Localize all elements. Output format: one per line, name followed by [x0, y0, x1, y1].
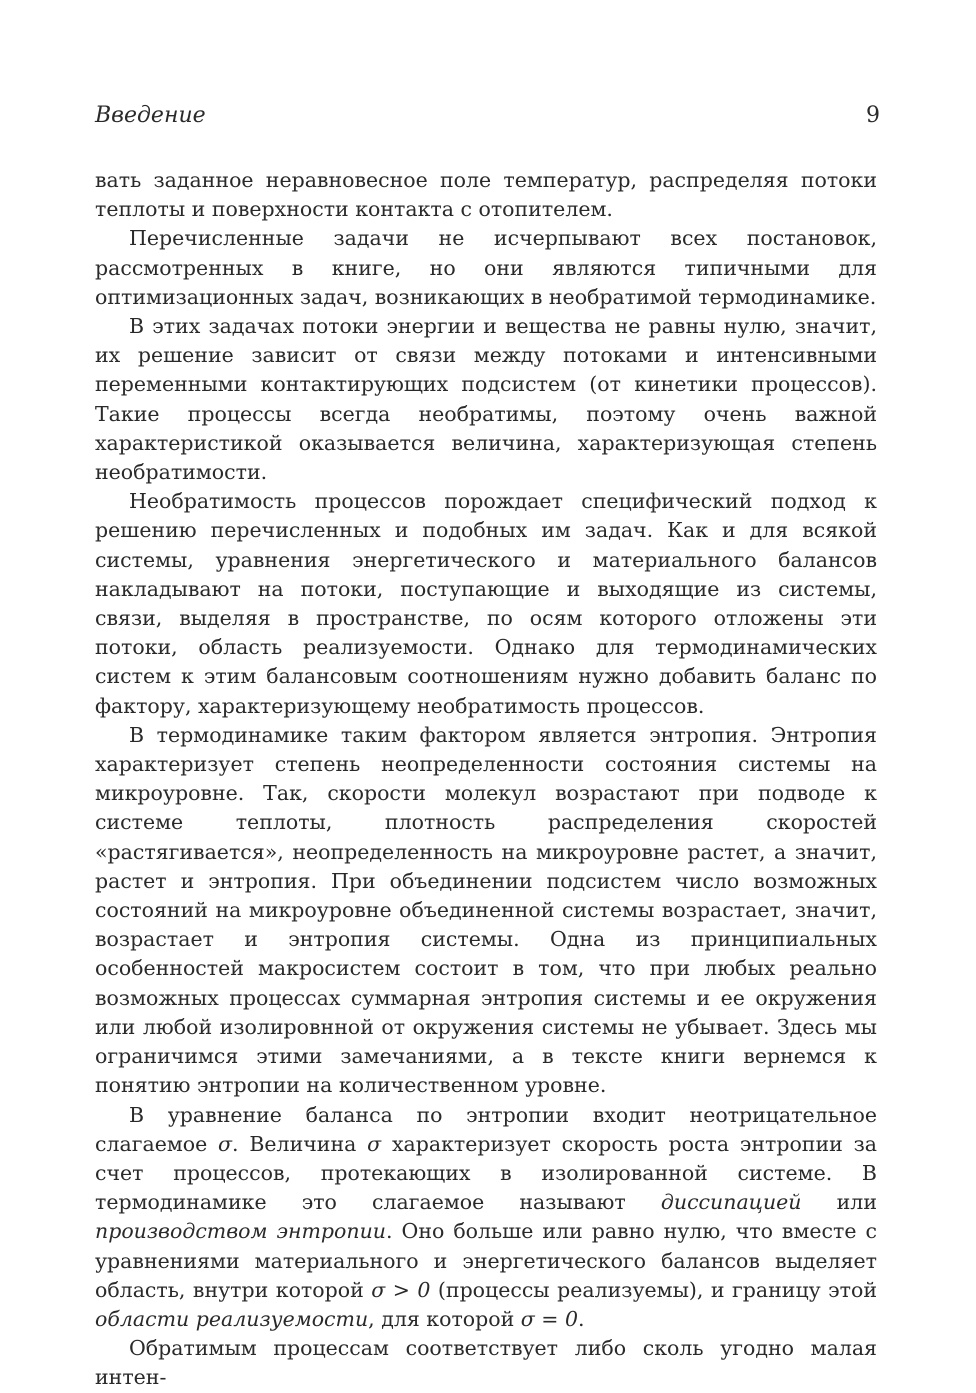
running-header: [95, 101, 880, 131]
term-entropy-production: производством энтропии: [95, 1219, 386, 1244]
page-number: 9: [866, 103, 880, 128]
page-body: [95, 166, 877, 1393]
text-segment: (процессы реализуемы), и границу этой: [430, 1277, 878, 1302]
math-sigma: σ: [218, 1131, 233, 1156]
math-equality: σ = 0: [520, 1306, 579, 1331]
paragraph: В этих задачах потоки энергии и вещества не равны нулю, значит, их решение зависит от связи между потоками и интенсивными переменными контактирующих подсистем (от кинетики процессов). Такие процессы всегда необратимы, поэтому очень важной характеристикой оказывается величина, характеризующая степень необратимости.: [95, 314, 877, 485]
text-segment: . Оно больше или равно нулю, что вместе с уравнениями материального и энергетического балансов выделяет область, внутри которой: [95, 1219, 877, 1302]
term-dissipation: диссипацией: [660, 1190, 802, 1215]
paragraph: Перечисленные задачи не исчерпывают всех постановок, рассмотренных в книге, но они являются типичными для оптимизационных задач, возникающих в необратимой термодинамике.: [95, 226, 877, 309]
math-inequality: σ > 0: [371, 1277, 431, 1302]
paragraph: Необратимость процессов порождает специфический подход к решению перечисленных и подобных им задач. Как и для всякой системы, уравнения энергетического и материального балансов накладывают на потоки, поступающие и выходящие из системы, связи, выделяя в пространстве, по осям которого отложены эти потоки, область реализуемости. Однако для термодинамических систем к этим балансовым соотношениям нужно добавить баланс по фактору, характеризующему необратимость процессов.: [95, 489, 877, 718]
paragraph-continued: вать заданное неравновесное поле температур, распределяя потоки теплоты и поверхности контакта с отопителем.: [95, 168, 877, 222]
paragraph: Обратимым процессам соответствует либо сколь угодно малая интен-: [95, 1336, 877, 1390]
paragraph: В термодинамике таким фактором является энтропия. Энтропия характеризует степень неопределенности состояния системы на микроуровне. Так, скорости молекул возрастают при подводе к системе теплоты, плотность распределения скоростей «растягивается», неопределенность на микроуровне растет, а значит, растет и энтропия. При объединении подсистем число возможных состояний на микроуровне объединенной системы возрастает, значит, возрастает и энтропия системы. Одна из принципиальных особенностей макросистем состоит в том, что при любых реально возможных процессах суммарная энтропия системы и ее окружения или любой изолировнной от окружения системы не убывает. Здесь мы ограничимся этими замечаниями, а в тексте книги вернемся к понятию энтропии на количественном уровне.: [95, 722, 877, 1098]
chapter-title: Введение: [95, 103, 206, 128]
text-segment: , для которой: [368, 1306, 521, 1331]
text-segment: .: [578, 1306, 585, 1331]
text-segment: . Величина: [232, 1131, 368, 1156]
paragraph-entropy-balance: [95, 1101, 877, 1335]
text-segment: характеризует скорость роста энтропии за счет процессов, протекающих в изолированной системе. В термодинамике это слагаемое называют: [95, 1131, 877, 1215]
term-feasibility-region: области реализуемости: [95, 1306, 369, 1331]
text-segment: или: [801, 1190, 877, 1215]
text-segment: В уравнение баланса по энтропии входит неотрицательное слагаемое: [95, 1102, 877, 1156]
math-sigma: σ: [367, 1131, 382, 1156]
